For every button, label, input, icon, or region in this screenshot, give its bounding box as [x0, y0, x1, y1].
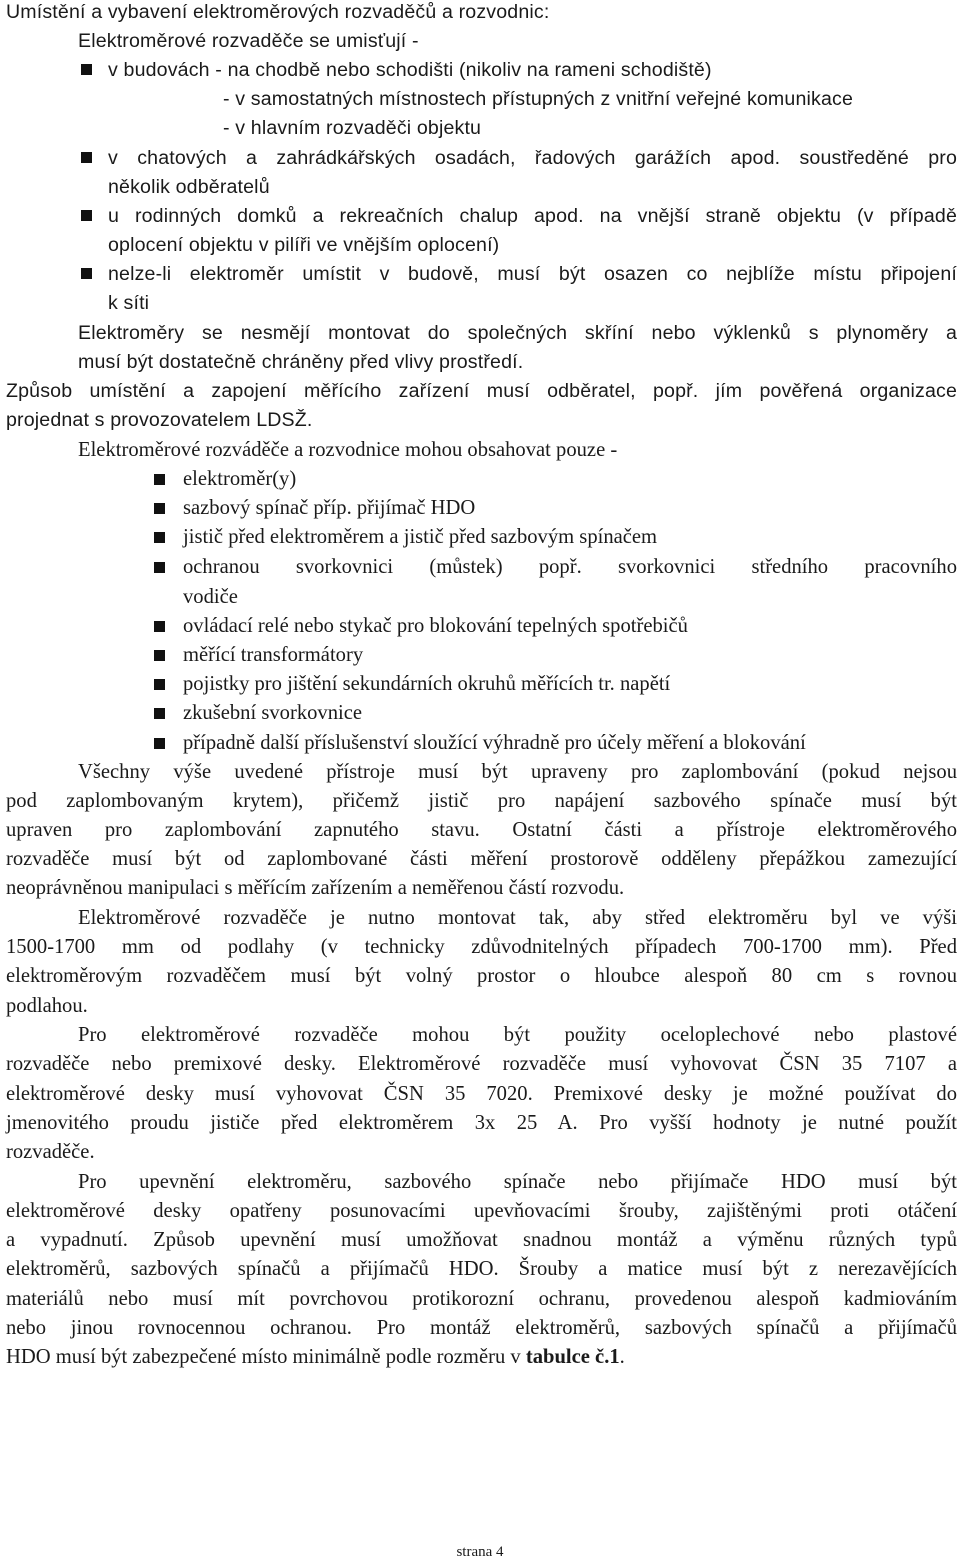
list-item: v budovách - na chodbě nebo schodišti (nikoliv na rameni schodiště)	[108, 59, 712, 81]
note-text: Elektroměry se nesmějí montovat do společných skříní nebo výklenků s plynoměry a	[78, 322, 957, 344]
list-item-cont: oplocení objektu v pilíři ve vnějším oplocení)	[108, 234, 500, 256]
paragraph-line: Pro elektroměrové rozvaděče mohou být použity oceloplechové nebo plastové	[78, 1024, 957, 1046]
list-subitem: - v hlavním rozvaděči objektu	[223, 117, 482, 139]
paragraph-line	[6, 1343, 625, 1372]
paragraph-line: jmenovitého proudu jističe před elektroměrem 3x 25 A. Pro vyšší hodnoty je nutné použít	[6, 1112, 957, 1134]
paragraph-line: elektroměrovým rozvaděčem musí být volný prostor o hloubce alespoň 80 cm s rovnou	[6, 965, 957, 987]
bullet-square-icon	[154, 532, 165, 543]
paragraph-line: neoprávněnou manipulaci s měřícím zařízením a neměřenou částí rozvodu.	[6, 877, 625, 899]
list-item: ovládací relé nebo stykač pro blokování tepelných spotřebičů	[183, 615, 688, 637]
intro-text: Elektroměrové rozvaděče se umisťují -	[78, 30, 419, 52]
paragraph-line: materiálů nebo musí mít povrchovou protikorozní ochranu, provedenou alespoň kadmiováním	[6, 1288, 957, 1310]
paragraph-line: Elektroměrové rozvaděče je nutno montovat tak, aby střed elektroměru byl ve výši	[78, 907, 957, 929]
bullet-square-icon	[154, 474, 165, 485]
page-number: strana 4	[456, 1544, 504, 1560]
list-item-cont: několik odběratelů	[108, 176, 270, 198]
bullet-square-icon	[154, 621, 165, 632]
bullet-square-icon	[81, 268, 92, 279]
paragraph-line: pod zaplombovaným krytem), přičemž jistič pro napájení sazbového spínače musí být	[6, 790, 957, 812]
paragraph-line: elektroměrů, sazbových spínačů a přijímačů HDO. Šrouby a matice musí být z nerezavějících	[6, 1258, 957, 1280]
list-subitem: - v samostatných místnostech přístupných z vnitřní veřejné komunikace	[223, 88, 853, 110]
paragraph-line: a vypadnutí. Způsob upevnění musí umožňovat snadnou montáž a výměnu různých typů	[6, 1229, 957, 1251]
intro-text: Elektroměrové rozváděče a rozvodnice mohou obsahovat pouze -	[78, 439, 618, 461]
list-item: případně další příslušenství sloužící výhradně pro účely měření a blokování	[183, 732, 806, 754]
paragraph-text: projednat s provozovatelem LDSŽ.	[6, 409, 313, 431]
paragraph-text: Způsob umístění a zapojení měřícího zařízení musí odběratel, popř. jím pověřená organizace	[6, 380, 957, 402]
list-item: ochranou svorkovnici (můstek) popř. svorkovnici středního pracovního	[183, 556, 957, 578]
bullet-square-icon	[81, 210, 92, 221]
paragraph-line: rozvaděče musí být od zaplombované části měření prostorově odděleny přepážkou zamezující	[6, 848, 957, 870]
bullet-square-icon	[154, 503, 165, 514]
bullet-square-icon	[154, 708, 165, 719]
bullet-square-icon	[154, 562, 165, 573]
list-item: zkušební svorkovnice	[183, 702, 363, 724]
paragraph-line: elektroměrové desky musí vyhovovat ČSN 35 7020. Premixové desky je možné používat do	[6, 1083, 957, 1105]
list-item: jistič před elektroměrem a jistič před sazbovým spínačem	[183, 526, 658, 548]
paragraph-line: podlahou.	[6, 995, 88, 1017]
paragraph-line: rozvaděče.	[6, 1141, 95, 1163]
list-item: u rodinných domků a rekreačních chalup apod. na vnější straně objektu (v případě	[108, 205, 957, 227]
paragraph-line: Všechny výše uvedené přístroje musí být upraveny pro zaplombování (pokud nejsou	[78, 761, 957, 783]
list-item-cont: k síti	[108, 292, 150, 314]
paragraph-line: elektroměrové desky opatřeny posunovacími upevňovacími šrouby, zajištěnými proti otáčení	[6, 1200, 957, 1222]
paragraph-line: Pro upevnění elektroměru, sazbového spínače nebo přijímače HDO musí být	[78, 1171, 957, 1193]
table-reference: tabulce č.1	[525, 1346, 620, 1368]
list-item: v chatových a zahrádkářských osadách, řadových garážích apod. soustředěné pro	[108, 147, 957, 169]
note-text: musí být dostatečně chráněny před vlivy prostředí.	[78, 351, 524, 373]
bullet-square-icon	[154, 679, 165, 690]
list-item: pojistky pro jištění sekundárních okruhů měřících tr. napětí	[183, 673, 671, 695]
paragraph-line: nebo jinou rovnocennou ochranou. Pro montáž elektroměrů, sazbových spínačů a přijímačů	[6, 1317, 957, 1339]
section-title: Umístění a vybavení elektroměrových rozvaděčů a rozvodnic:	[6, 1, 550, 23]
list-item: elektroměr(y)	[183, 468, 297, 490]
bullet-square-icon	[154, 650, 165, 661]
bullet-square-icon	[81, 64, 92, 75]
paragraph-text: HDO musí být zabezpečené místo minimálně podle rozměru v	[6, 1346, 526, 1368]
paragraph-text: .	[619, 1346, 625, 1368]
list-item-cont: vodiče	[183, 586, 238, 608]
bullet-square-icon	[154, 738, 165, 749]
list-item: sazbový spínač příp. přijímač HDO	[183, 497, 476, 519]
bullet-square-icon	[81, 152, 92, 163]
list-item: měřící transformátory	[183, 644, 364, 666]
paragraph-line: upraven pro zaplombování zapnutého stavu. Ostatní části a přístroje elektroměrového	[6, 819, 957, 841]
paragraph-line: 1500-1700 mm od podlahy (v technicky zdůvodnitelných případech 700-1700 mm). Před	[6, 936, 957, 958]
list-item: nelze-li elektroměr umístit v budově, musí být osazen co nejblíže místu připojení	[108, 263, 957, 285]
paragraph-line: rozvaděče nebo premixové desky. Elektroměrové rozvaděče musí vyhovovat ČSN 35 7107 a	[6, 1053, 957, 1075]
